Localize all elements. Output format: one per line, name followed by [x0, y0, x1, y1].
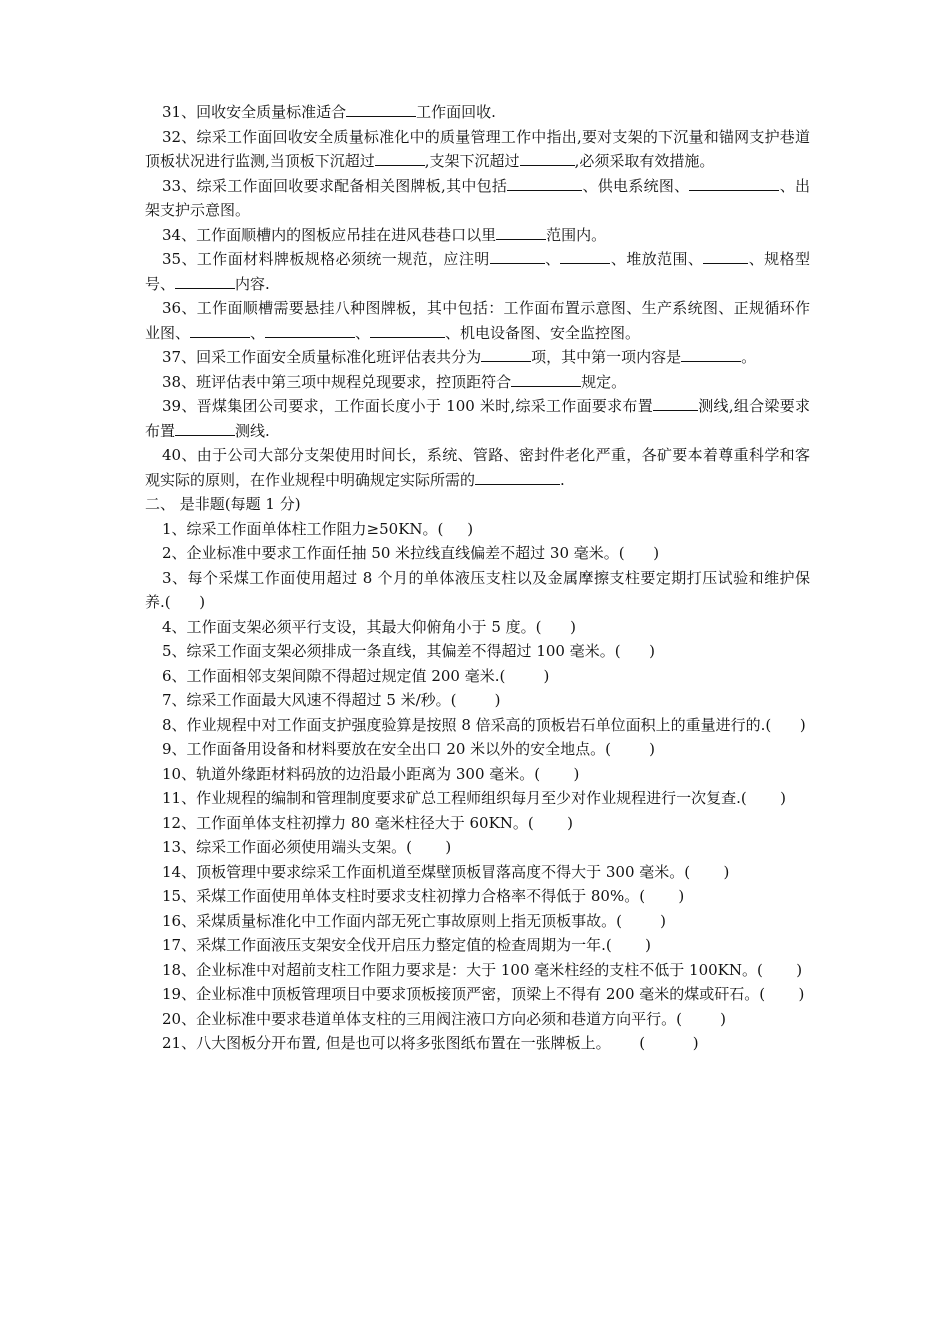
- answer-blank[interactable]: [681, 346, 741, 362]
- true-false-question: 9、工作面备用设备和材料要放在安全出口 20 米以外的安全地点。( ): [162, 740, 656, 758]
- question-text: 范围内。: [546, 225, 607, 244]
- fill-in-question: [145, 100, 810, 125]
- question-text: 33、综采工作面回收要求配备相关图牌板,其中包括: [162, 176, 508, 195]
- section-title: 二、 是非题(每题 1 分): [145, 495, 301, 513]
- fill-in-question: [145, 125, 810, 174]
- answer-blank[interactable]: [490, 248, 545, 264]
- question-text: 测线.: [235, 421, 270, 440]
- true-false-question: 21、八大图板分开布置, 但是也可以将多张图纸布置在一张牌板上。 ( ): [162, 1034, 699, 1052]
- true-false-question: 17、采煤工作面液压支架安全伐开启压力整定值的检查周期为一年.( ): [162, 936, 651, 954]
- answer-blank[interactable]: [689, 175, 779, 191]
- question-text: 、: [250, 323, 266, 342]
- question-text: 34、工作面顺槽内的图板应吊挂在进风巷巷口以里: [162, 225, 497, 244]
- question-text: 。: [741, 348, 757, 366]
- question-text: 、供电系统图、: [582, 176, 690, 195]
- true-false-question: 16、采煤质量标准化中工作面内部无死亡事故原则上指无顶板事故。( ): [162, 911, 666, 930]
- question-text: ,必须采取有效措施。: [574, 152, 715, 170]
- question-text: 规定。: [581, 372, 627, 391]
- fill-in-question: [145, 345, 810, 370]
- answer-blank[interactable]: [703, 248, 748, 264]
- question-text: 测线,组合梁要求布置: [145, 397, 810, 440]
- true-false-question: 11、作业规程的编制和管理制度要求矿总工程师组织每月至少对作业规程进行一次复查.( ): [162, 789, 786, 807]
- question-text: .: [560, 470, 565, 489]
- true-false-question: 14、顶板管理中要求综采工作面机道至煤壁顶板冒落高度不得大于 300 毫米。( ): [162, 862, 730, 881]
- fill-in-question: [145, 174, 810, 223]
- question-text: 内容.: [235, 274, 270, 293]
- question-text: 项，其中第一项内容是: [531, 348, 682, 366]
- true-false-question: 3、每个采煤工作面使用超过 8 个月的单体液压支柱以及金属摩擦支柱要定期打压试验和维护保养.( ): [145, 568, 810, 611]
- true-false-question: 5、综采工作面支架必须排成一条直线，其偏差不得超过 100 毫米。( ): [162, 642, 656, 660]
- fill-in-question: [145, 370, 810, 395]
- question-text: 37、回采工作面安全质量标准化班评估表共分为: [162, 348, 482, 366]
- true-false-question: 2、企业标准中要求工作面任抽 50 米拉线直线偏差不超过 30 毫米。( ): [162, 544, 660, 562]
- answer-blank[interactable]: [511, 371, 581, 387]
- true-false-question: 12、工作面单体支柱初撑力 80 毫米柱径大于 60KN。( ): [162, 813, 573, 832]
- question-text: 工作面回收.: [416, 103, 496, 121]
- question-text: 32、综采工作面回收安全质量标准化中的质量管理工作中指出,要对支架的下沉量和锚网支护巷道顶板状况进行监测,当顶板下沉超过: [145, 127, 810, 170]
- question-text: 、堆放范围、: [610, 250, 704, 268]
- answer-blank[interactable]: [475, 469, 560, 485]
- fill-in-section: [145, 100, 810, 492]
- true-false-question: 10、轨道外缘距材料码放的边沿最小距离为 300 毫米。( ): [162, 764, 580, 783]
- question-text: 、: [355, 323, 371, 342]
- question-text: 、出架支护示意图。: [145, 176, 810, 219]
- true-false-question: 6、工作面相邻支架间隙不得超过规定值 200 毫米.( ): [162, 666, 550, 685]
- answer-blank[interactable]: [653, 395, 698, 411]
- answer-blank[interactable]: [496, 224, 546, 240]
- true-false-question: 1、综采工作面单体柱工作阻力≥50KN。( ): [162, 519, 474, 538]
- question-text: 、机电设备图、安全监控图。: [445, 323, 641, 342]
- answer-blank[interactable]: [375, 150, 425, 166]
- question-text: 38、班评估表中第三项中规程兑现要求，控顶距符合: [162, 372, 512, 391]
- fill-in-question: [145, 247, 810, 296]
- true-false-question: 19、企业标准中顶板管理项目中要求顶板接顶严密，顶梁上不得有 200 毫米的煤或矸石。( ): [162, 985, 805, 1003]
- answer-blank[interactable]: [370, 322, 445, 338]
- true-false-question: 13、综采工作面必须使用端头支架。( ): [162, 838, 452, 856]
- answer-blank[interactable]: [175, 420, 235, 436]
- document-page: [145, 100, 810, 1056]
- question-text: ,支架下沉超过: [424, 152, 520, 170]
- fill-in-question: [145, 394, 810, 443]
- question-text: 、规格型号、: [145, 250, 810, 293]
- true-false-question: 7、综采工作面最大风速不得超过 5 米/秒。( ): [162, 691, 501, 709]
- answer-blank[interactable]: [175, 273, 235, 289]
- answer-blank[interactable]: [481, 346, 531, 362]
- answer-blank[interactable]: [507, 175, 582, 191]
- question-text: 35、工作面材料牌板规格必须统一规范，应注明: [162, 250, 490, 268]
- answer-blank[interactable]: [520, 150, 575, 166]
- true-false-question: 4、工作面支架必须平行支设，其最大仰俯角小于 5 度。( ): [162, 617, 576, 636]
- answer-blank[interactable]: [265, 322, 355, 338]
- true-false-section: [145, 517, 810, 1056]
- question-text: 31、回收安全质量标准适合: [162, 103, 347, 121]
- answer-blank[interactable]: [346, 101, 416, 117]
- true-false-question: 15、采煤工作面使用单体支柱时要求支柱初撑力合格率不得低于 80%。( ): [162, 887, 685, 905]
- question-text: 40、由于公司大部分支架使用时间长，系统、管路、密封件老化严重，各矿要本着尊重科学和客观实际的原则，在作业规程中明确规定实际所需的: [145, 446, 810, 489]
- fill-in-question: [145, 223, 810, 248]
- fill-in-question: [145, 296, 810, 345]
- true-false-question: 18、企业标准中对超前支柱工作阻力要求是：大于 100 毫米柱经的支柱不低于 100KN。( ): [162, 960, 803, 979]
- question-text: 36、工作面顺槽需要悬挂八种图牌板，其中包括：工作面布置示意图、生产系统图、正规循环作业图、: [145, 299, 810, 342]
- answer-blank[interactable]: [190, 322, 250, 338]
- answer-blank[interactable]: [560, 248, 610, 264]
- question-text: 39、晋煤集团公司要求，工作面长度小于 100 米时,综采工作面要求布置: [162, 397, 653, 415]
- fill-in-question: [145, 443, 810, 492]
- true-false-question: 8、作业规程中对工作面支护强度验算是按照 8 倍采高的顶板岩石单位面积上的重量进行的.( ): [162, 715, 806, 734]
- true-false-question: 20、企业标准中要求巷道单体支柱的三用阀注液口方向必须和巷道方向平行。( ): [162, 1009, 726, 1028]
- question-text: 、: [544, 250, 561, 268]
